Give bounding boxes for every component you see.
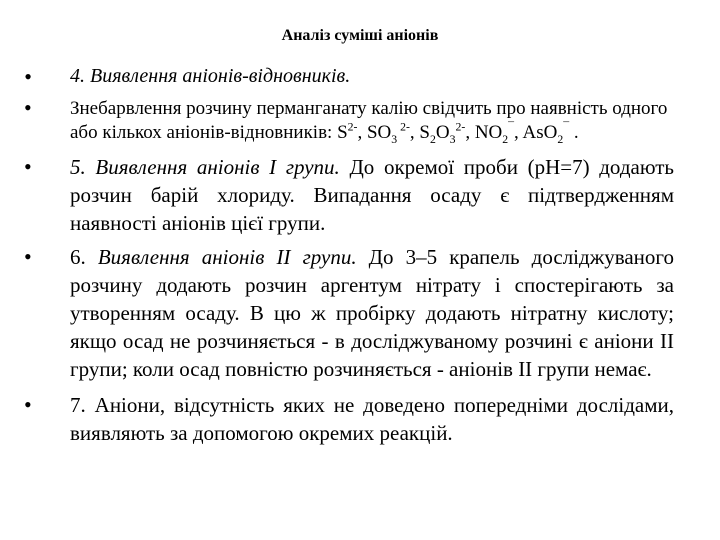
list-item xyxy=(22,391,674,447)
item-text: 7. Аніони, відсутність яких не доведено попередніми дослідами, виявляють за допомогою окремих реакцій. xyxy=(70,393,674,445)
item-heading: Виявлення аніонів II групи. xyxy=(97,245,357,269)
bullet-marker: • xyxy=(24,392,32,417)
formula-aso2: AsO$_2$¯ xyxy=(522,120,570,146)
formula-no2: $NO_2^¯$ xyxy=(474,120,515,146)
list-item xyxy=(22,64,674,89)
item-number: 6. xyxy=(70,245,98,269)
bullet-list xyxy=(22,60,674,447)
formula-so3: $SO_3$ $^{2-}$ xyxy=(366,120,410,146)
bullet-marker: • xyxy=(24,154,32,179)
bullet-marker: • xyxy=(24,95,32,120)
bullet-marker: • xyxy=(24,244,32,269)
list-item xyxy=(22,153,674,237)
item-heading: 5. Виявлення аніонів I групи. xyxy=(70,155,340,179)
item-text: Знебарвлення розчину перманганату калію свідчить про наявність одного або кількох аніонів-відновників: xyxy=(70,98,668,143)
formula-s: $S^{2-}$ xyxy=(337,120,358,143)
item-text: До окремої проби (pH=7) додають розчин барій хлориду. Випадання осаду є підтвердженням наявності аніонів цієї групи. xyxy=(70,155,674,235)
item-text: До 3–5 крапель досліджуваного розчину додають розчин аргентум нітрату і спостерігають за утворенням осаду. В цю ж пробірку додають нітратну кислоту; якщо осад не розчиняється - в досліджуваному розчині є аніони II групи; коли осад повністю розчиняється - аніонів II групи немає. xyxy=(70,245,675,381)
slide-title: Аналіз суміші аніонів xyxy=(281,27,439,44)
bullet-marker: • xyxy=(24,64,32,89)
list-item xyxy=(22,243,674,383)
list-item: • Знебарвлення розчину перманганату калію свідчить про наявність одного або кількох аніонів-відновників: $S^{2-}$, $SO_3$ $^{2-}$, $S_2O_3^{2-}$, $NO_2^¯$, AsO$_2$¯ . xyxy=(24,95,668,146)
formula-s2o3: $S_2O_3^{2-}$ xyxy=(419,120,466,146)
item-text: 4. Виявлення аніонів-відновників. xyxy=(70,65,351,87)
